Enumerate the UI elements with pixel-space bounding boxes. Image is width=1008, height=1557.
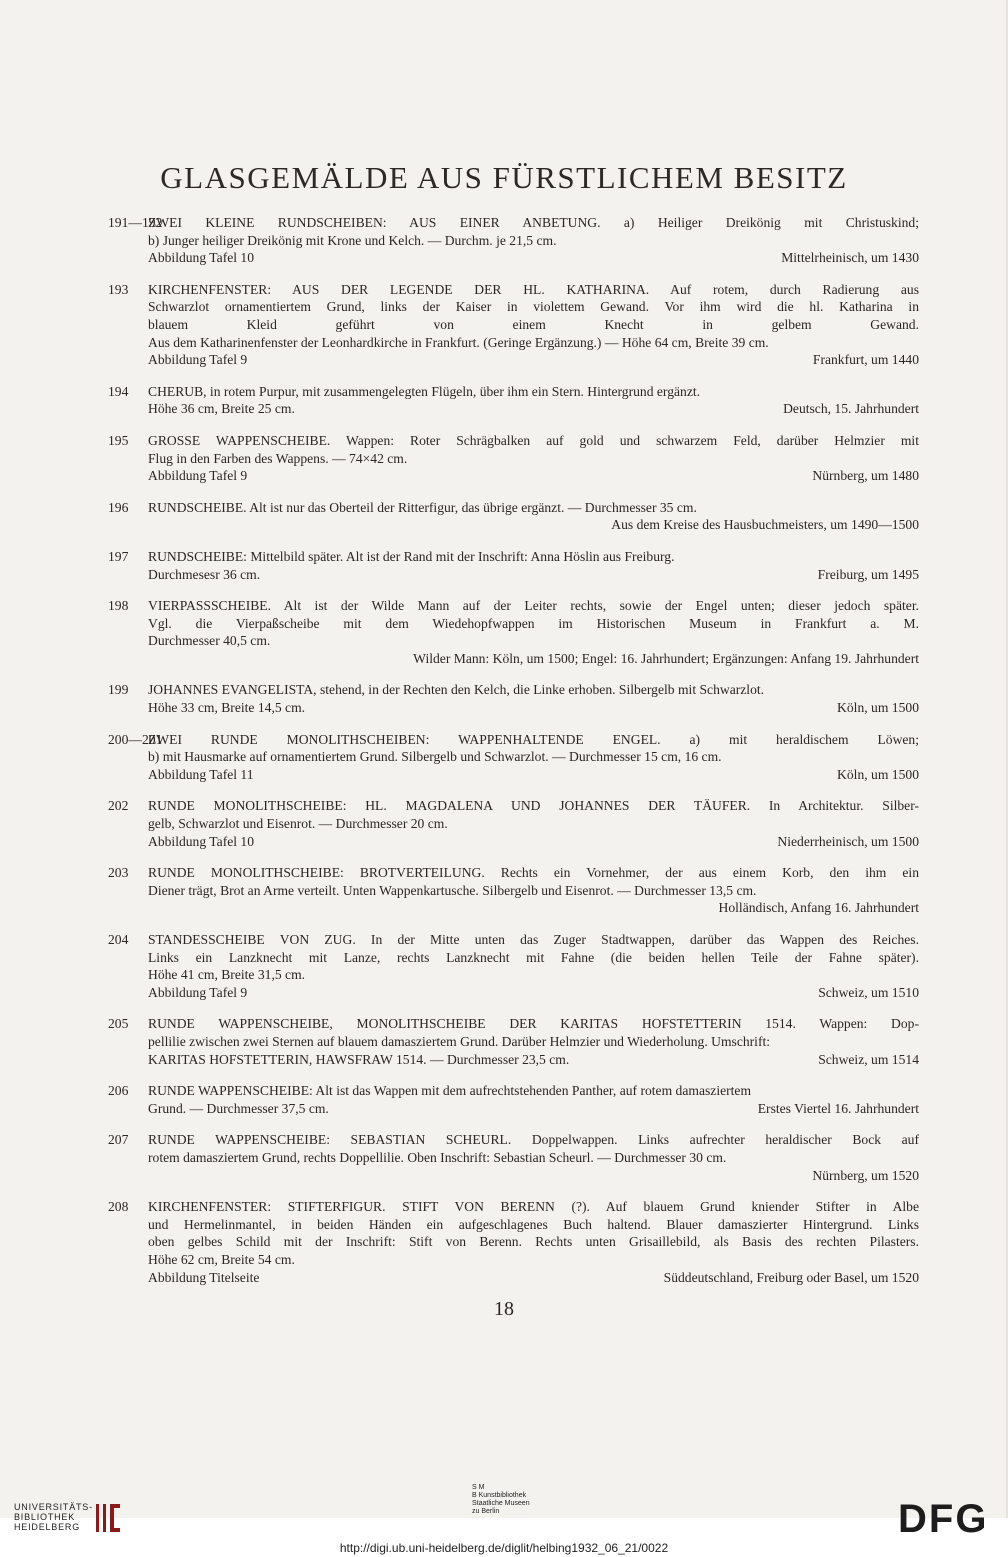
entry-text-line: rotem damasziertem Grund, rechts Doppellilie. Oben Inschrift: Sebastian Scheurl. — Durchmesser 30 cm. — [148, 1149, 727, 1165]
plate-reference: Abbildung Tafel 9 — [148, 352, 248, 368]
entry-number: 199 — [108, 682, 129, 698]
entry-text-line: oben gelbes Schild mit der Inschrift: Stift von Berenn. Rechts unten Grisaillebild, als Basis des rechten Pilasters. — [148, 1234, 919, 1250]
entry-footer-row — [148, 516, 919, 534]
page-number: 18 — [494, 1298, 514, 1320]
catalog-entry — [108, 214, 919, 267]
entry-footer-row — [148, 249, 919, 267]
dfg-logo: DFG — [898, 1497, 989, 1541]
entry-number: 194 — [108, 383, 129, 399]
source-url-link[interactable]: http://digi.ub.uni-heidelberg.de/diglit/helbing1932_06_21/0022 — [339, 1541, 669, 1555]
origin-date: Deutsch, 15. Jahrhundert — [783, 401, 919, 417]
plate-reference: Höhe 33 cm, Breite 14,5 cm. — [148, 700, 306, 716]
entry-footer-row — [148, 766, 919, 784]
plate-reference: Abbildung Titelseite — [148, 1269, 260, 1285]
entry-text-line: Links ein Lanzknecht mit Lanze, rechts Lanzknecht mit Fahne (die beiden hellen Teile der Fahne später). — [148, 949, 919, 965]
university-library-text — [14, 1502, 93, 1532]
entry-number: 205 — [108, 1016, 129, 1032]
entry-footer-row — [148, 351, 919, 369]
entry-text-line: Höhe 41 cm, Breite 31,5 cm. — [148, 967, 306, 983]
smb-logo-text — [472, 1484, 530, 1516]
entry-text-line: RUNDE WAPPENSCHEIBE, MONOLITHSCHEIBE DER KARITAS HOFSTETTERIN 1514. Wappen: Dop- — [148, 1016, 919, 1032]
entry-footer-row — [148, 699, 919, 717]
catalog-entry — [108, 432, 919, 485]
entry-footer-row — [148, 984, 919, 1002]
origin-date: Erstes Viertel 16. Jahrhundert — [757, 1100, 919, 1116]
origin-date: Frankfurt, um 1440 — [812, 352, 919, 368]
smb-line: Staatliche Museen — [472, 1500, 530, 1507]
entry-footer-row — [148, 899, 919, 917]
origin-date: Holländisch, Anfang 16. Jahrhundert — [718, 900, 919, 916]
plate-reference: Abbildung Tafel 10 — [148, 833, 255, 849]
origin-date: Köln, um 1500 — [837, 766, 919, 782]
entry-number: 203 — [108, 865, 129, 881]
entry-footer-row — [148, 400, 919, 418]
entry-footer-row — [148, 467, 919, 485]
entry-number: 208 — [108, 1199, 129, 1215]
entry-text-line: Diener trägt, Brot an Arme verteilt. Unten Wappenkartusche. Silbergelb und Eisenrot. — Durchmesser 13,5 cm. — [148, 882, 757, 898]
entry-text-line: Schwarzlot ornamentiertem Grund, links der Kaiser in violettem Gewand. Vor ihm wird die hl. Katharina in — [148, 299, 919, 315]
origin-date: Schweiz, um 1510 — [818, 984, 919, 1000]
entry-number: 202 — [108, 798, 129, 814]
entry-number: 207 — [108, 1132, 129, 1148]
entry-text-line: RUNDE MONOLITHSCHEIBE: HL. MAGDALENA UND JOHANNES DER TÄUFER. In Architektur. Silber- — [148, 798, 919, 814]
entry-text-line: CHERUB, in rotem Purpur, mit zusammengelegten Flügeln, über ihm ein Stern. Hintergrund ergänzt. — [148, 383, 701, 399]
entry-number: 196 — [108, 499, 129, 515]
origin-date: Freiburg, um 1495 — [817, 566, 919, 582]
entry-text-line: Aus dem Katharinenfenster der Leonhardkirche in Frankfurt. (Geringe Ergänzung.) — Höhe 64 cm, Breite 39 cm. — [148, 334, 769, 350]
catalog-entry — [108, 281, 919, 369]
plate-reference: Abbildung Tafel 9 — [148, 984, 248, 1000]
entry-text-line: STANDESSCHEIBE VON ZUG. In der Mitte unten das Zuger Stadtwappen, darüber das Wappen des Reiches. — [148, 932, 919, 947]
entry-text-line: RUNDE WAPPENSCHEIBE: Alt ist das Wappen mit dem aufrechtstehenden Panther, auf rotem damasziertem — [148, 1083, 752, 1099]
entry-text-line: RUNDE WAPPENSCHEIBE: SEBASTIAN SCHEURL. Doppelwappen. Links aufrechter heraldischer Bock auf — [148, 1132, 919, 1148]
catalog-entry — [108, 383, 919, 418]
entry-text-line: JOHANNES EVANGELISTA, stehend, in der Rechten den Kelch, die Linke erhoben. Silbergelb mit Schwarzlot. — [148, 682, 765, 698]
entry-text-line: b) mit Hausmarke auf ornamentiertem Grund. Silbergelb und Schwarzlot. — Durchmesser 15 cm, 16 cm. — [148, 749, 722, 765]
catalog-entry — [108, 597, 919, 667]
entry-text-line: pellilie zwischen zwei Sternen auf blauem damasziertem Grund. Darüber Helmzier und Wiederholung. Umschrift: — [148, 1033, 771, 1049]
entry-text-line: Höhe 62 cm, Breite 54 cm. — [148, 1251, 295, 1267]
entry-footer-row — [148, 1100, 919, 1118]
page-title: GLASGEMÄLDE AUS FÜRSTLICHEM BESITZ — [160, 160, 848, 195]
smb-line: zu Berlin — [472, 1508, 500, 1515]
origin-date: Süddeutschland, Freiburg oder Basel, um 1520 — [663, 1269, 919, 1285]
plate-reference: Durchmesesr 36 cm. — [148, 566, 261, 582]
catalog-entry — [108, 1198, 919, 1286]
smb-line: S M — [472, 1484, 485, 1491]
catalog-entry — [108, 1082, 919, 1117]
plate-reference: Höhe 36 cm, Breite 25 cm. — [148, 401, 295, 417]
entry-text-line: ZWEI RUNDE MONOLITHSCHEIBEN: WAPPENHALTENDE ENGEL. a) mit heraldischem Löwen; — [148, 731, 919, 747]
catalog-entry — [108, 1015, 919, 1068]
catalog-entry — [108, 548, 919, 583]
entry-footer-row — [148, 1167, 919, 1185]
university-line: UNIVERSITÄTS- — [14, 1502, 93, 1512]
university-line: BIBLIOTHEK — [14, 1512, 76, 1522]
origin-date: Köln, um 1500 — [837, 700, 919, 716]
entry-text-line: blauem Kleid geführt von einem Knecht in gelbem Gewand. — [148, 316, 919, 332]
entry-footer-row — [148, 566, 919, 584]
entry-number: 206 — [108, 1083, 129, 1099]
catalog-entry — [108, 797, 919, 850]
entry-number: 195 — [108, 432, 129, 448]
catalog-entries — [108, 214, 919, 1300]
plate-reference: Abbildung Tafel 10 — [148, 250, 255, 266]
plate-reference: KARITAS HOFSTETTERIN, HAWSFRAW 1514. — Durchmesser 23,5 cm. — [148, 1051, 570, 1067]
catalog-entry — [108, 1131, 919, 1184]
origin-date: Nürnberg, um 1480 — [812, 468, 919, 484]
entry-text-line: RUNDSCHEIBE: Mittelbild später. Alt ist der Rand mit der Inschrift: Anna Höslin aus Freiburg. — [148, 548, 675, 564]
entry-number: 197 — [108, 548, 129, 564]
entry-text-line: gelb, Schwarzlot und Eisenrot. — Durchmesser 20 cm. — [148, 816, 448, 832]
entry-number: 191—192 — [108, 215, 163, 230]
catalog-entry — [108, 681, 919, 716]
plate-reference: Abbildung Tafel 11 — [148, 766, 254, 782]
entry-text-line: RUNDSCHEIBE. Alt ist nur das Oberteil der Ritterfigur, das übrige ergänzt. — Durchmesser 35 cm. — [148, 499, 697, 515]
entry-text-line: KIRCHENFENSTER: AUS DER LEGENDE DER HL. KATHARINA. Auf rotem, durch Radierung aus — [148, 281, 919, 297]
catalog-entry — [108, 731, 919, 784]
entry-text-line: RUNDE MONOLITHSCHEIBE: BROTVERTEILUNG. Rechts ein Vornehmer, der aus einem Korb, den ihm ein — [148, 865, 919, 881]
origin-date: Schweiz, um 1514 — [818, 1051, 919, 1067]
origin-date: Aus dem Kreise des Hausbuchmeisters, um 1490—1500 — [611, 517, 919, 533]
entry-number: 204 — [108, 932, 129, 947]
entry-number: 193 — [108, 281, 129, 297]
catalog-entry — [108, 499, 919, 534]
entry-footer-row — [148, 833, 919, 851]
entry-footer-row — [148, 1269, 919, 1287]
entry-footer-row — [148, 1051, 919, 1069]
origin-date: Wilder Mann: Köln, um 1500; Engel: 16. Jahrhundert; Ergänzungen: Anfang 19. Jahrhundert — [413, 650, 919, 666]
entry-text-line: b) Junger heiliger Dreikönig mit Krone und Kelch. — Durchm. je 21,5 cm. — [148, 232, 557, 248]
entry-text-line: ZWEI KLEINE RUNDSCHEIBEN: AUS EINER ANBETUNG. a) Heiliger Dreikönig mit Christuskind; — [148, 215, 919, 230]
entry-text-line: VIERPASSSCHEIBE. Alt ist der Wilde Mann auf der Leiter rechts, sowie der Engel unten; dieser jedoch später. — [148, 598, 919, 614]
smb-line: B Kunstbibliothek — [472, 1492, 527, 1499]
entry-text-line: Vgl. die Vierpaßscheibe mit dem Wiedehopfwappen im Historischen Museum in Frankfurt a. M. — [148, 615, 919, 631]
entry-text-line: Durchmesser 40,5 cm. — [148, 633, 271, 649]
entry-text-line: KIRCHENFENSTER: STIFTERFIGUR. STIFT VON BERENN (?). Auf blauem Grund kniender Stifter in Albe — [148, 1199, 919, 1215]
university-logo-icon — [94, 1500, 124, 1536]
entry-text-line: und Hermelinmantel, in beiden Händen ein aufgeschlagenes Buch haltend. Blauer damaszierter Hintergrund. Links — [148, 1216, 919, 1232]
origin-date: Niederrheinisch, um 1500 — [777, 833, 919, 849]
university-line: HEIDELBERG — [14, 1522, 81, 1532]
origin-date: Mittelrheinisch, um 1430 — [781, 250, 919, 266]
entry-text-line: Flug in den Farben des Wappens. — 74×42 cm. — [148, 450, 408, 466]
origin-date: Nürnberg, um 1520 — [812, 1167, 919, 1183]
plate-reference: Abbildung Tafel 9 — [148, 468, 248, 484]
entry-footer-row — [148, 650, 919, 668]
catalog-entry — [108, 864, 919, 917]
catalog-entry — [108, 931, 919, 1001]
entry-number: 198 — [108, 598, 129, 614]
entry-number: 200—201 — [108, 731, 163, 747]
plate-reference: Grund. — Durchmesser 37,5 cm. — [148, 1100, 329, 1116]
entry-text-line: GROSSE WAPPENSCHEIBE. Wappen: Roter Schrägbalken auf gold und schwarzem Feld, darüber Helmzier mit — [148, 432, 919, 448]
